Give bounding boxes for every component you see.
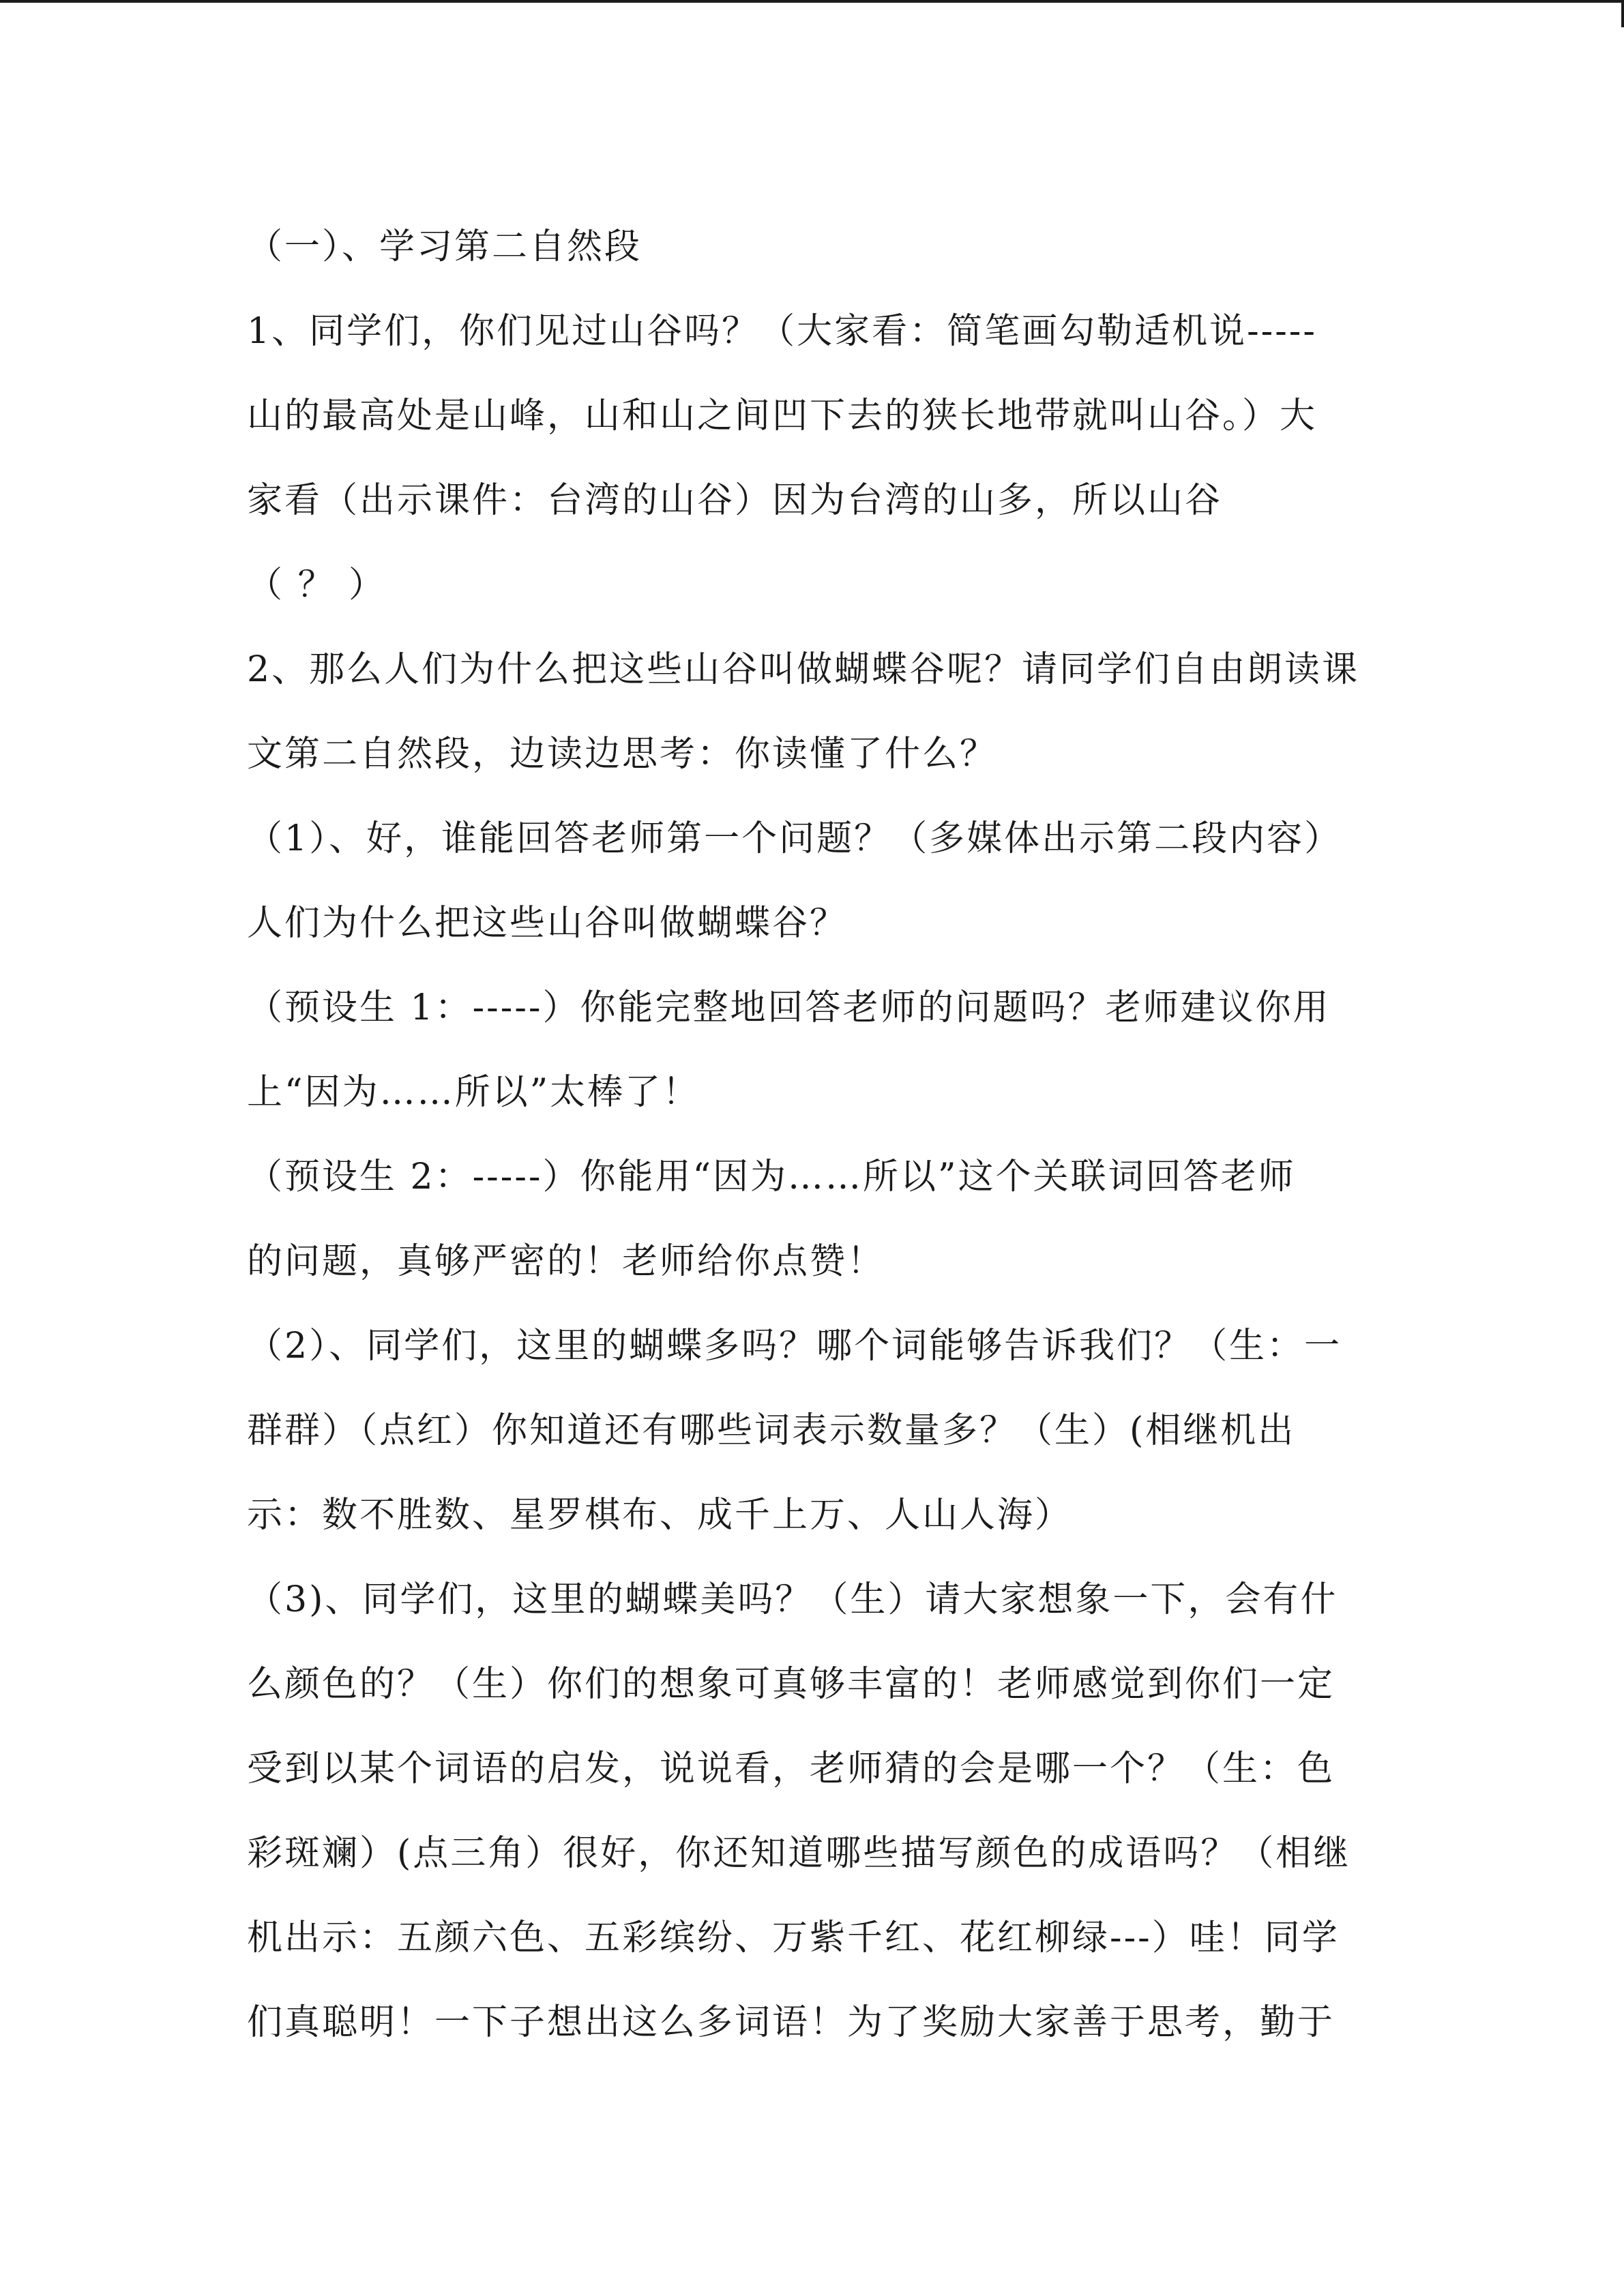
text-line: 彩斑斓）(点三角）很好，你还知道哪些描写颜色的成语吗？（相继 [247,1833,1351,1874]
text-line: 2、那么人们为什么把这些山谷叫做蝴蝶谷呢？请同学们自由朗读课 [247,649,1360,690]
text-line: 家看（出示课件：台湾的山谷）因为台湾的山多，所以山谷 [247,480,1223,521]
text-line: 机出示：五颜六色、五彩缤纷、万紫千红、花红柳绿---）哇！同学 [247,1918,1340,1958]
document-body [247,205,1379,2065]
text-line: 人们为什么把这些山谷叫做蝴蝶谷？ [247,903,848,944]
text-line: 上“因为……所以”太棒了！ [247,1072,700,1113]
text-line: 山的最高处是山峰，山和山之间凹下去的狭长地带就叫山谷。）大 [247,396,1318,436]
text-line: 的问题，真够严密的！老师给你点赞！ [247,1241,885,1282]
right-border-line [1621,0,1624,27]
top-border-line [0,0,1624,3]
text-line: 1、同学们，你们见过山谷吗？（大家看：简笔画勾勒适机说----- [247,311,1317,352]
text-line: （3)、同学们，这里的蝴蝶美吗？（生）请大家想象一下，会有什 [247,1579,1338,1620]
text-line: （预设生 2：-----）你能用“因为……所以”这个关联词回答老师 [247,1157,1296,1197]
text-line: （预设生 1：-----）你能完整地回答老师的问题吗？老师建议你用 [247,987,1331,1028]
text-line: （ ？ ） [247,565,387,606]
text-line: 么颜色的？（生）你们的想象可真够丰富的！老师感觉到你们一定 [247,1664,1335,1705]
section-heading: （一）、学习第二自然段 [247,226,643,267]
text-line: 文第二自然段，边读边思考：你读懂了什么？ [247,734,998,775]
text-line: 们真聪明！一下子想出这么多词语！为了奖励大家善于思考，勤于 [247,2002,1335,2043]
text-line: 群群）（点红）你知道还有哪些词表示数量多？（生）(相继机出 [247,1410,1296,1451]
text-line: 示：数不胜数、星罗棋布、成千上万、人山人海） [247,1495,1073,1536]
text-line: 受到以某个词语的启发，说说看，老师猜的会是哪一个？（生：色 [247,1748,1335,1789]
text-line: （1）、好，谁能回答老师第一个问题？（多媒体出示第二段内容） [247,818,1342,859]
text-line: （2）、同学们，这里的蝴蝶多吗？哪个词能够告诉我们？（生：一 [247,1326,1342,1367]
